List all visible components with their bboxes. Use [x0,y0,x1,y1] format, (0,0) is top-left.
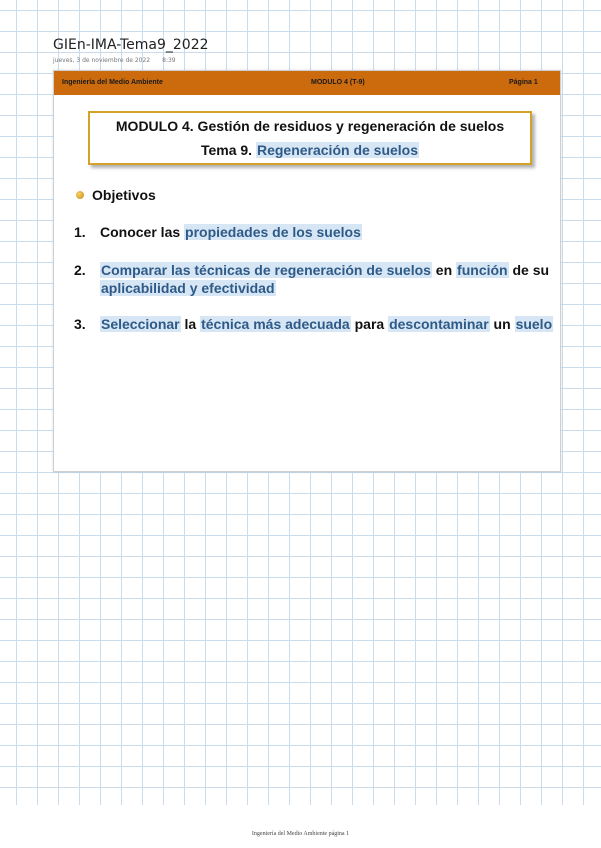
item-segment-highlight: aplicabilidad y efectividad [101,280,275,296]
item-number: 1. [74,224,86,240]
item-segment: para [350,316,389,332]
note-time: 8:39 [162,57,176,64]
subtitle-prefix: Tema 9. [200,142,256,158]
item-text [100,315,560,333]
slide-title: MODULO 4. Gestión de residuos y regeneración de suelos [115,118,505,134]
slide-subtitle [90,142,530,158]
item-segment-highlight: descontaminar [389,316,489,332]
bullet-dot-icon [76,191,84,199]
page-footer: Ingeniería del Medio Ambiente página 1 [251,831,350,837]
objectives-heading [76,187,156,203]
item-segment-highlight: función [457,262,508,278]
slide-title-box [88,111,532,165]
header-page: Página 1 [509,79,538,86]
item-text [100,261,560,297]
item-segment: Conocer las [100,224,185,240]
slide-header-bar [54,71,560,95]
page-bottom-margin [0,805,601,848]
note-date: jueves, 3 de noviembre de 2022 [53,57,151,64]
item-number: 2. [74,262,86,278]
item-text [100,223,560,241]
objectives-label: Objetivos [92,187,156,203]
item-segment: un [489,316,515,332]
item-segment-highlight: propiedades de los suelos [185,224,361,240]
item-number: 3. [74,316,86,332]
item-segment-highlight: técnica más adecuada [201,316,350,332]
item-segment: en [431,262,457,278]
item-segment-highlight: Seleccionar [101,316,180,332]
note-timestamp [53,57,188,64]
header-course: Ingeniería del Medio Ambiente [62,79,163,86]
item-segment: la [180,316,201,332]
slide-printout[interactable] [53,70,561,472]
note-title[interactable]: GIEn-IMA-Tema9_2022 [53,37,209,53]
item-segment-highlight: Comparar las técnicas de regeneración de suelos [101,262,431,278]
item-segment-highlight: suelo [515,316,553,332]
item-segment: de su [508,262,550,278]
header-module: MODULO 4 (T-9) [311,79,365,86]
subtitle-highlight: Regeneración de suelos [256,142,419,158]
